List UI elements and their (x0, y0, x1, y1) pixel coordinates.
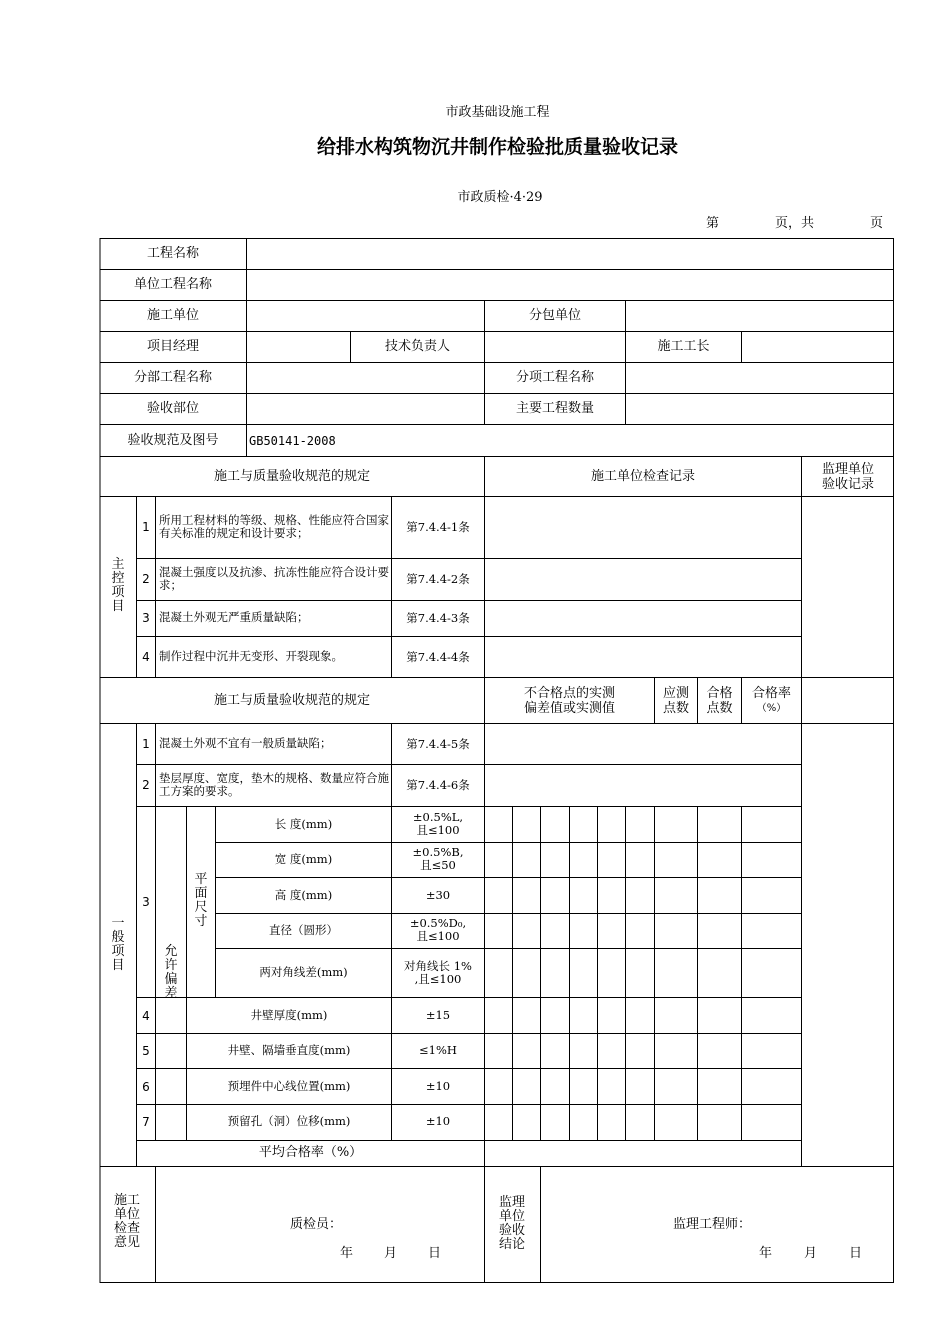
general-item-4-tol: ±15 (425, 1008, 451, 1022)
deviation-header-line1: 不合格点的实测 (523, 686, 615, 701)
plane-row-1-name: 长 度(mm) (274, 817, 333, 831)
plane-row-1-tol-line1: ±0.5%L, (412, 810, 464, 824)
pass-points-line1: 合格 (706, 686, 733, 701)
general-item-5-no: 5 (142, 1044, 150, 1058)
acceptance-part-label: 验收部位 (146, 401, 199, 416)
plane-row-5-tol (392, 960, 484, 986)
construction-opinion-label: 施工单位检查意见 (113, 1193, 140, 1250)
should-points-header (655, 686, 697, 716)
pass-rate-line2: （%） (756, 703, 787, 714)
unit-project-label: 单位工程名称 (133, 277, 212, 292)
subcontract-unit-label: 分包单位 (528, 308, 581, 323)
pass-points-line2: 点数 (706, 701, 733, 716)
main-item-2-clause: 第7.4.4-2条 (406, 572, 470, 586)
general-group-label: 一般项目 (111, 916, 125, 973)
general-item-1-clause: 第7.4.4-5条 (406, 737, 470, 751)
foreman-field[interactable] (742, 334, 893, 362)
plane-row-3-name: 高 度(mm) (274, 888, 333, 902)
plane-row-5-tol-line1: 对角线长 1% (404, 959, 472, 973)
supervision-header-line1: 监理单位 (821, 462, 874, 477)
main-item-1-text: 所用工程材料的等级、规格、性能应符合国家有关标准的规定和设计要求； (159, 513, 389, 540)
engineer-month: 月 (804, 1246, 818, 1261)
main-group-label: 主控项目 (111, 557, 125, 614)
inspector-label: 质检员： (290, 1217, 343, 1232)
general-item-2-no: 2 (142, 778, 150, 792)
plane-row-3-tol-line1: ±30 (425, 888, 451, 902)
form-code: 市政质检·4·29 (457, 190, 543, 205)
deviation-header-line2: 偏差值或实测值 (523, 701, 615, 716)
pass-points-header (698, 686, 741, 716)
general-item-6-no: 6 (142, 1080, 150, 1094)
pass-rate-line1: 合格率 (751, 686, 791, 701)
avg-pass-rate-field[interactable] (485, 1142, 801, 1165)
engineer-label: 监理工程师： (673, 1217, 752, 1232)
avg-pass-rate-label: 平均合格率（%） (258, 1145, 363, 1160)
plane-row-2-name: 宽 度(mm) (274, 852, 333, 866)
general-item-7-name: 预留孔（洞）位移(mm) (227, 1114, 351, 1128)
deviation-header (485, 686, 654, 716)
main-quantity-field[interactable] (626, 396, 893, 424)
construction-unit-label: 施工单位 (146, 308, 199, 323)
should-points-line1: 应测 (662, 686, 689, 701)
plane-row-4-tol-line2: 且≤100 (416, 929, 460, 943)
form-title: 给排水构筑物沉井制作检验批质量验收记录 (316, 136, 678, 158)
main-item-4-no: 4 (142, 650, 150, 664)
plane-size-label: 平面尺寸 (194, 872, 208, 929)
project-name-label: 工程名称 (146, 246, 199, 261)
form-category: 市政基础设施工程 (445, 105, 550, 120)
unit-project-field[interactable] (247, 272, 893, 300)
general-item-6-name: 预埋件中心线位置(mm) (227, 1079, 351, 1093)
acceptance-part-field[interactable] (247, 396, 484, 424)
plane-row-4-tol (392, 917, 484, 943)
allow-dev-label: 允许偏差 (164, 944, 178, 1001)
general-item-4-no: 4 (142, 1009, 150, 1023)
plane-row-1-tol-line2: 且≤100 (416, 823, 460, 837)
general-item-4-name: 井壁厚度(mm) (250, 1008, 328, 1022)
inspector-day: 日 (428, 1246, 442, 1261)
general-item-7-no: 7 (142, 1115, 150, 1129)
subcontract-unit-field[interactable] (626, 303, 893, 331)
page-di: 第 (706, 216, 720, 231)
main-item-3-no: 3 (142, 611, 150, 625)
main-item-4-text: 制作过程中沉井无变形、开裂现象。 (159, 649, 343, 663)
division-field[interactable] (247, 365, 484, 393)
tech-lead-label: 技术负责人 (384, 339, 450, 354)
inspector-year: 年 (340, 1246, 354, 1261)
general-item-7-tol: ±10 (425, 1114, 451, 1128)
inspector-month: 月 (384, 1246, 398, 1261)
supervision-header-line2: 验收记录 (821, 477, 874, 492)
plane-row-2-tol (392, 846, 484, 872)
main-spec-header: 施工与质量验收规范的规定 (213, 469, 370, 484)
engineer-year: 年 (759, 1246, 773, 1261)
general-item-2-clause: 第7.4.4-6条 (406, 778, 470, 792)
subitem-field[interactable] (626, 365, 893, 393)
main-item-1-clause: 第7.4.4-1条 (406, 520, 470, 534)
plane-row-3-tol (392, 889, 484, 902)
main-item-3-clause: 第7.4.4-3条 (406, 611, 470, 625)
construction-unit-field[interactable] (247, 303, 484, 331)
division-label: 分部工程名称 (133, 370, 212, 385)
plane-row-2-tol-line1: ±0.5%B, (412, 845, 464, 859)
main-quantity-label: 主要工程数量 (515, 401, 594, 416)
general-item-1-text: 混凝土外观不宜有一般质量缺陷； (159, 736, 332, 750)
main-item-2-text: 混凝土强度以及抗渗、抗冻性能应符合设计要求； (159, 565, 389, 592)
supervision-header (802, 462, 894, 492)
general-item-1-no: 1 (142, 737, 150, 751)
general-item-5-tol: ≤1%H (419, 1043, 457, 1057)
engineer-day: 日 (849, 1246, 863, 1261)
plane-row-4-name: 直径（圆形） (269, 923, 338, 937)
general-item-2-text: 垫层厚度、宽度，垫木的规格、数量应符合施工方案的要求。 (159, 771, 389, 798)
standard-value: GB50141-2008 (249, 434, 336, 448)
general-item-5-name: 井壁、隔墙垂直度(mm) (227, 1043, 351, 1057)
main-item-2-no: 2 (142, 572, 150, 586)
page-ye-gong: 页，共 (775, 216, 815, 231)
page-ye: 页 (870, 216, 884, 231)
general-item-3-no: 3 (142, 895, 150, 909)
should-points-line2: 点数 (662, 701, 689, 716)
main-item-3-text: 混凝土外观无严重质量缺陷； (159, 610, 309, 624)
main-check-header: 施工单位检查记录 (590, 469, 695, 484)
general-item-6-tol: ±10 (425, 1079, 451, 1093)
main-item-4-clause: 第7.4.4-4条 (406, 650, 470, 664)
project-name-field[interactable] (247, 241, 893, 269)
supervision-conclusion-label: 监理单位验收结论 (498, 1195, 525, 1252)
plane-row-5-tol-line2: ,且≤100 (414, 972, 462, 986)
subitem-label: 分项工程名称 (515, 370, 594, 385)
general-spec-header: 施工与质量验收规范的规定 (213, 693, 370, 708)
foreman-label: 施工工长 (657, 339, 710, 354)
pass-rate-header (742, 686, 801, 716)
project-manager-label: 项目经理 (146, 339, 199, 354)
tech-lead-field[interactable] (485, 334, 625, 362)
plane-row-2-tol-line2: 且≤50 (420, 858, 456, 872)
project-manager-field[interactable] (247, 334, 350, 362)
plane-row-4-tol-line1: ±0.5%D₀, (409, 916, 467, 930)
plane-row-1-tol (392, 811, 484, 837)
plane-row-5-name: 两对角线差(mm) (259, 965, 348, 979)
standard-label: 验收规范及图号 (127, 433, 219, 448)
main-item-1-no: 1 (142, 520, 150, 534)
